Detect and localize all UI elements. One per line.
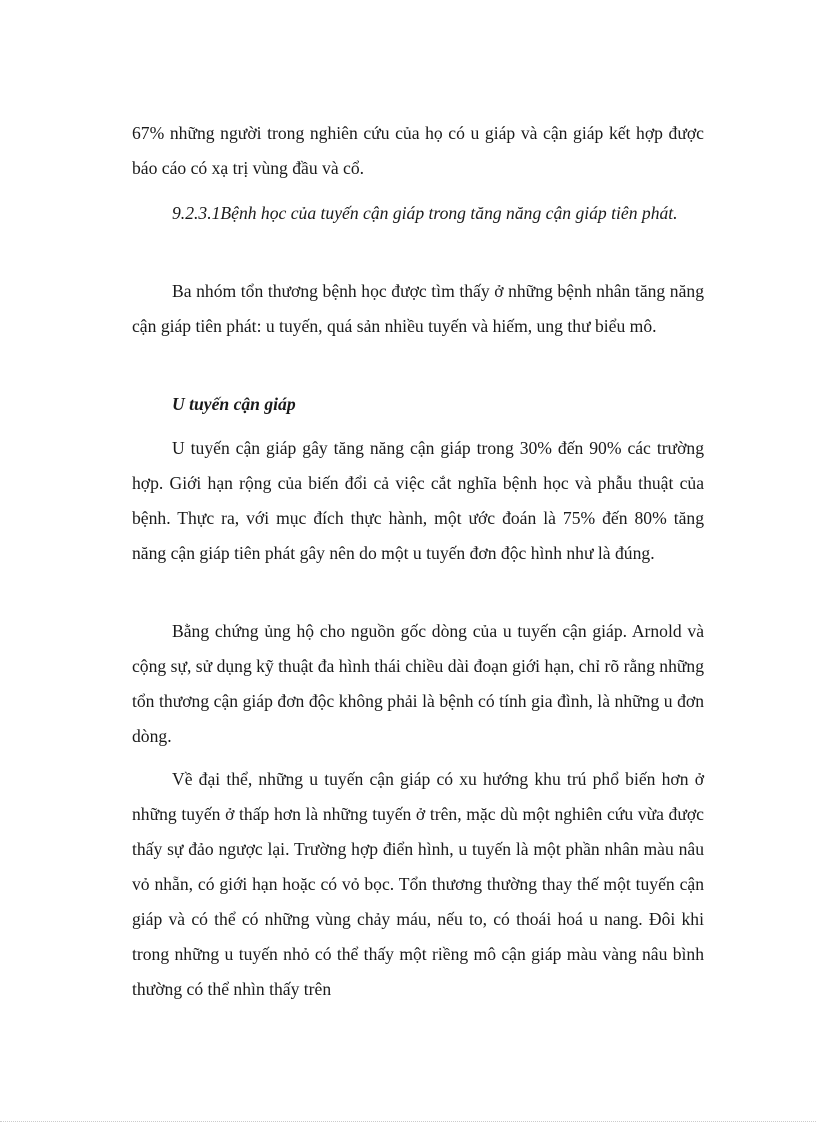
page-bottom-rule — [0, 1121, 816, 1122]
paragraph-clonal-origin: Bằng chứng ủng hộ cho nguồn gốc dòng của u tuyến cận giáp. Arnold và cộng sự, sử dụng kỹ thuật đa hình thái chiều dài đoạn giới hạn, chỉ rõ rằng những tổn thương cận giáp đơn độc không phải là bệnh có tính gia đình, là những u đơn dòng. — [132, 621, 704, 746]
paragraph-lesion-groups: Ba nhóm tổn thương bệnh học được tìm thấy ở những bệnh nhân tăng năng cận giáp tiên phát: u tuyến, quá sản nhiều tuyến và hiếm, ung thư biểu mô. — [132, 281, 704, 336]
paragraph-gross-appearance: Về đại thể, những u tuyến cận giáp có xu hướng khu trú phổ biến hơn ở những tuyến ở thấp hơn là những tuyến ở trên, mặc dù một nghiên cứu vừa được thấy sự đảo ngược lại. Trường hợp điển hình, u tuyến là một phần nhân màu nâu vỏ nhẵn, có giới hạn hoặc có vỏ bọc. Tổn thương thường thay thế một tuyến cận giáp và có thể có những vùng chảy máu, nếu to, có thoái hoá u nang. Đôi khi trong những u tuyến nhỏ có thể thấy một riềng mô cận giáp màu vàng nâu bình thường có thể nhìn thấy trên — [132, 769, 704, 999]
subsection-heading: 9.2.3.1Bệnh học của tuyến cận giáp trong tăng năng cận giáp tiên phát. — [172, 203, 678, 223]
paragraph-radiation-history: 67% những người trong nghiên cứu của họ có u giáp và cận giáp kết hợp được báo cáo có xạ trị vùng đầu và cổ. — [132, 123, 704, 178]
paragraph-adenoma-frequency: U tuyến cận giáp gây tăng năng cận giáp trong 30% đến 90% các trường hợp. Giới hạn rộng của biến đổi cả việc cắt nghĩa bệnh học và phẫu thuật của bệnh. Thực ra, với mục đích thực hành, một ước đoán là 75% đến 80% tăng năng cận giáp tiên phát gây nên do một u tuyến đơn độc hình như là đúng. — [132, 438, 704, 563]
topic-heading: U tuyến cận giáp — [172, 394, 296, 414]
